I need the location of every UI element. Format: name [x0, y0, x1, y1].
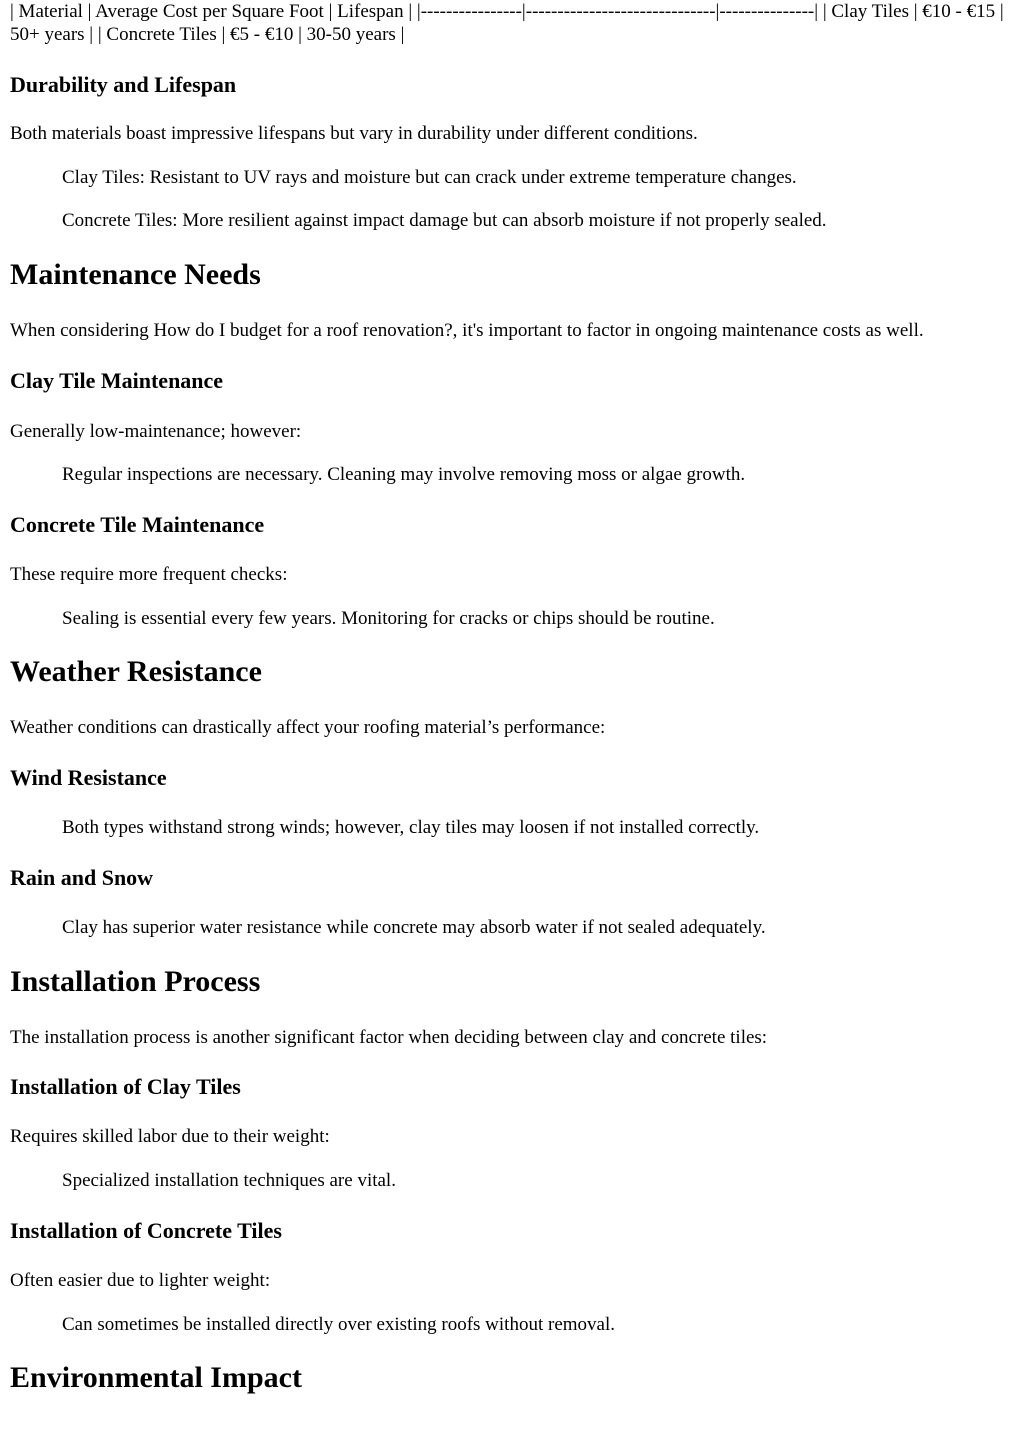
cost-comparison-table-text: | Material | Average Cost per Square Foot | Lifespan | |----------------|------------------------------|---------------| | Clay Tiles | €10 - €15 | 50+ years | | Concrete Tiles | €5 - €10 | 30-50 years | — [10, 1, 1004, 45]
concrete-installation-intro: Often easier due to lighter weight: — [10, 1270, 271, 1291]
durability-intro: Both materials boast impressive lifespans but vary in durability under different conditions. — [10, 123, 698, 144]
rain-snow-detail: Clay has superior water resistance while concrete may absorb water if not sealed adequately. — [62, 917, 766, 938]
concrete-maintenance-heading: Concrete Tile Maintenance — [10, 512, 265, 537]
installation-intro: The installation process is another significant factor when deciding between clay and concrete tiles: — [10, 1027, 768, 1048]
installation-heading: Installation Process — [10, 965, 261, 998]
wind-resistance-heading: Wind Resistance — [10, 765, 167, 790]
concrete-installation-heading: Installation of Concrete Tiles — [10, 1218, 282, 1243]
clay-maintenance-detail: Regular inspections are necessary. Cleaning may involve removing moss or algae growth. — [62, 464, 746, 485]
weather-heading: Weather Resistance — [10, 655, 262, 688]
rain-snow-heading: Rain and Snow — [10, 865, 154, 890]
clay-maintenance-intro: Generally low-maintenance; however: — [10, 421, 302, 442]
maintenance-heading: Maintenance Needs — [10, 258, 261, 291]
clay-installation-intro: Requires skilled labor due to their weight: — [10, 1126, 330, 1147]
durability-item-concrete: Concrete Tiles: More resilient against impact damage but can absorb moisture if not properly sealed. — [62, 210, 827, 231]
durability-heading: Durability and Lifespan — [10, 72, 237, 97]
concrete-maintenance-intro: These require more frequent checks: — [10, 564, 288, 585]
maintenance-intro: When considering How do I budget for a roof renovation?, it's important to factor in ongoing maintenance costs as well. — [10, 320, 924, 341]
environmental-heading: Environmental Impact — [10, 1361, 302, 1394]
concrete-maintenance-detail: Sealing is essential every few years. Monitoring for cracks or chips should be routine. — [62, 608, 715, 629]
durability-item-clay: Clay Tiles: Resistant to UV rays and moisture but can crack under extreme temperature changes. — [62, 167, 797, 188]
clay-installation-heading: Installation of Clay Tiles — [10, 1074, 241, 1099]
clay-maintenance-heading: Clay Tile Maintenance — [10, 368, 224, 393]
wind-resistance-detail: Both types withstand strong winds; however, clay tiles may loosen if not installed correctly. — [62, 817, 760, 838]
weather-intro: Weather conditions can drastically affect your roofing material’s performance: — [10, 717, 606, 738]
clay-installation-detail: Specialized installation techniques are vital. — [62, 1170, 396, 1191]
concrete-installation-detail: Can sometimes be installed directly over existing roofs without removal. — [62, 1314, 615, 1335]
